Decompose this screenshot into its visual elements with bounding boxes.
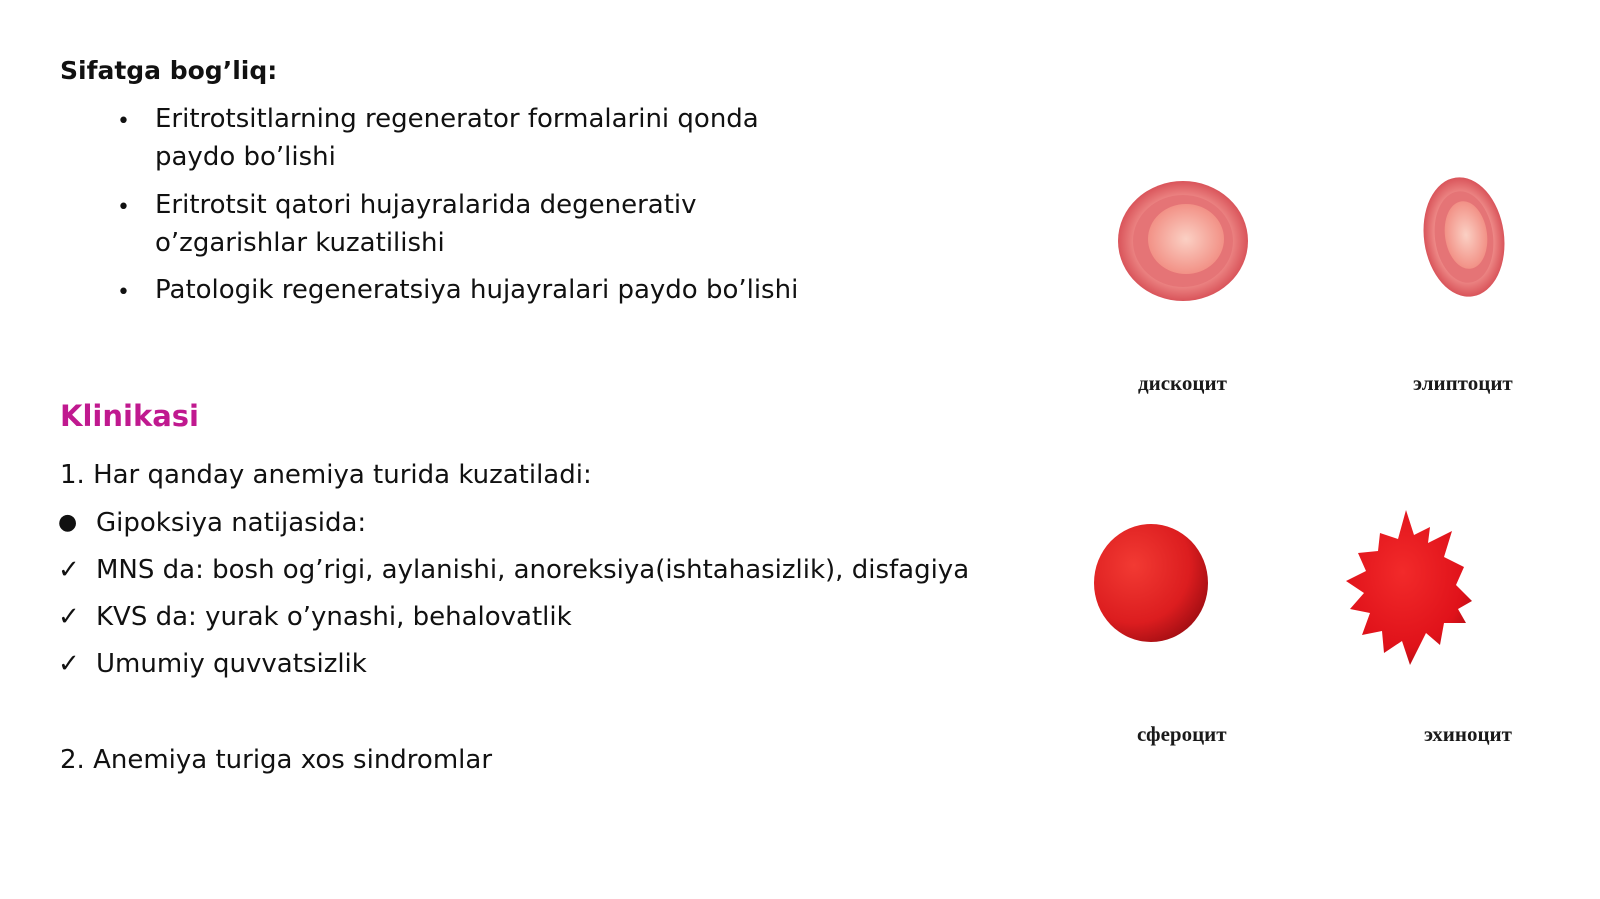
list-item [155,100,759,176]
clinic-heading: Klinikasi [60,399,199,433]
check-item: MNS da: bosh og’rigi, aylanishi, anoreksiya(ishtahasizlik), disfagiya [96,555,970,585]
section-heading: Sifatga bog’liq: [60,56,278,85]
bullet-icon: • [117,280,130,305]
bullet-icon: • [117,195,130,220]
list-item [155,186,697,262]
elliptocyte-image [1420,173,1510,303]
list-item-line: Eritrotsitlarning regenerator formalarini qonda [155,104,759,134]
list-item-line: o’zgarishlar kuzatilishi [155,228,445,258]
check-icon: ✓ [58,649,80,679]
list-item-line: paydo bo’lishi [155,142,336,172]
check-icon: ✓ [58,602,80,632]
clinic-point-1: 1. Har qanday anemiya turida kuzatiladi: [60,460,592,490]
clinic-point-2: 2. Anemiya turiga xos sindromlar [60,745,493,775]
round-bullet-icon: ● [58,510,78,535]
list-item [155,271,798,309]
spherocyte-label: сфероцит [1137,722,1227,746]
check-item: Umumiy quvvatsizlik [96,649,367,679]
spherocyte-image [1090,520,1215,648]
bullet-icon: • [117,109,130,134]
list-item-line: Patologik regeneratsiya hujayralari paydo bo’lishi [155,275,799,305]
echinocyte-image [1340,505,1480,670]
elliptocyte-label: элиптоцит [1413,371,1513,395]
check-icon: ✓ [58,555,80,585]
check-item: KVS da: yurak o’ynashi, behalovatlik [96,602,572,632]
discocyte-label: дискоцит [1138,371,1227,395]
echinocyte-label: эхиноцит [1424,722,1512,746]
clinic-sub-bullet: Gipoksiya natijasida: [96,508,367,538]
list-item-line: Eritrotsit qatori hujayralarida degenerativ [155,190,697,220]
discocyte-image [1110,175,1260,310]
